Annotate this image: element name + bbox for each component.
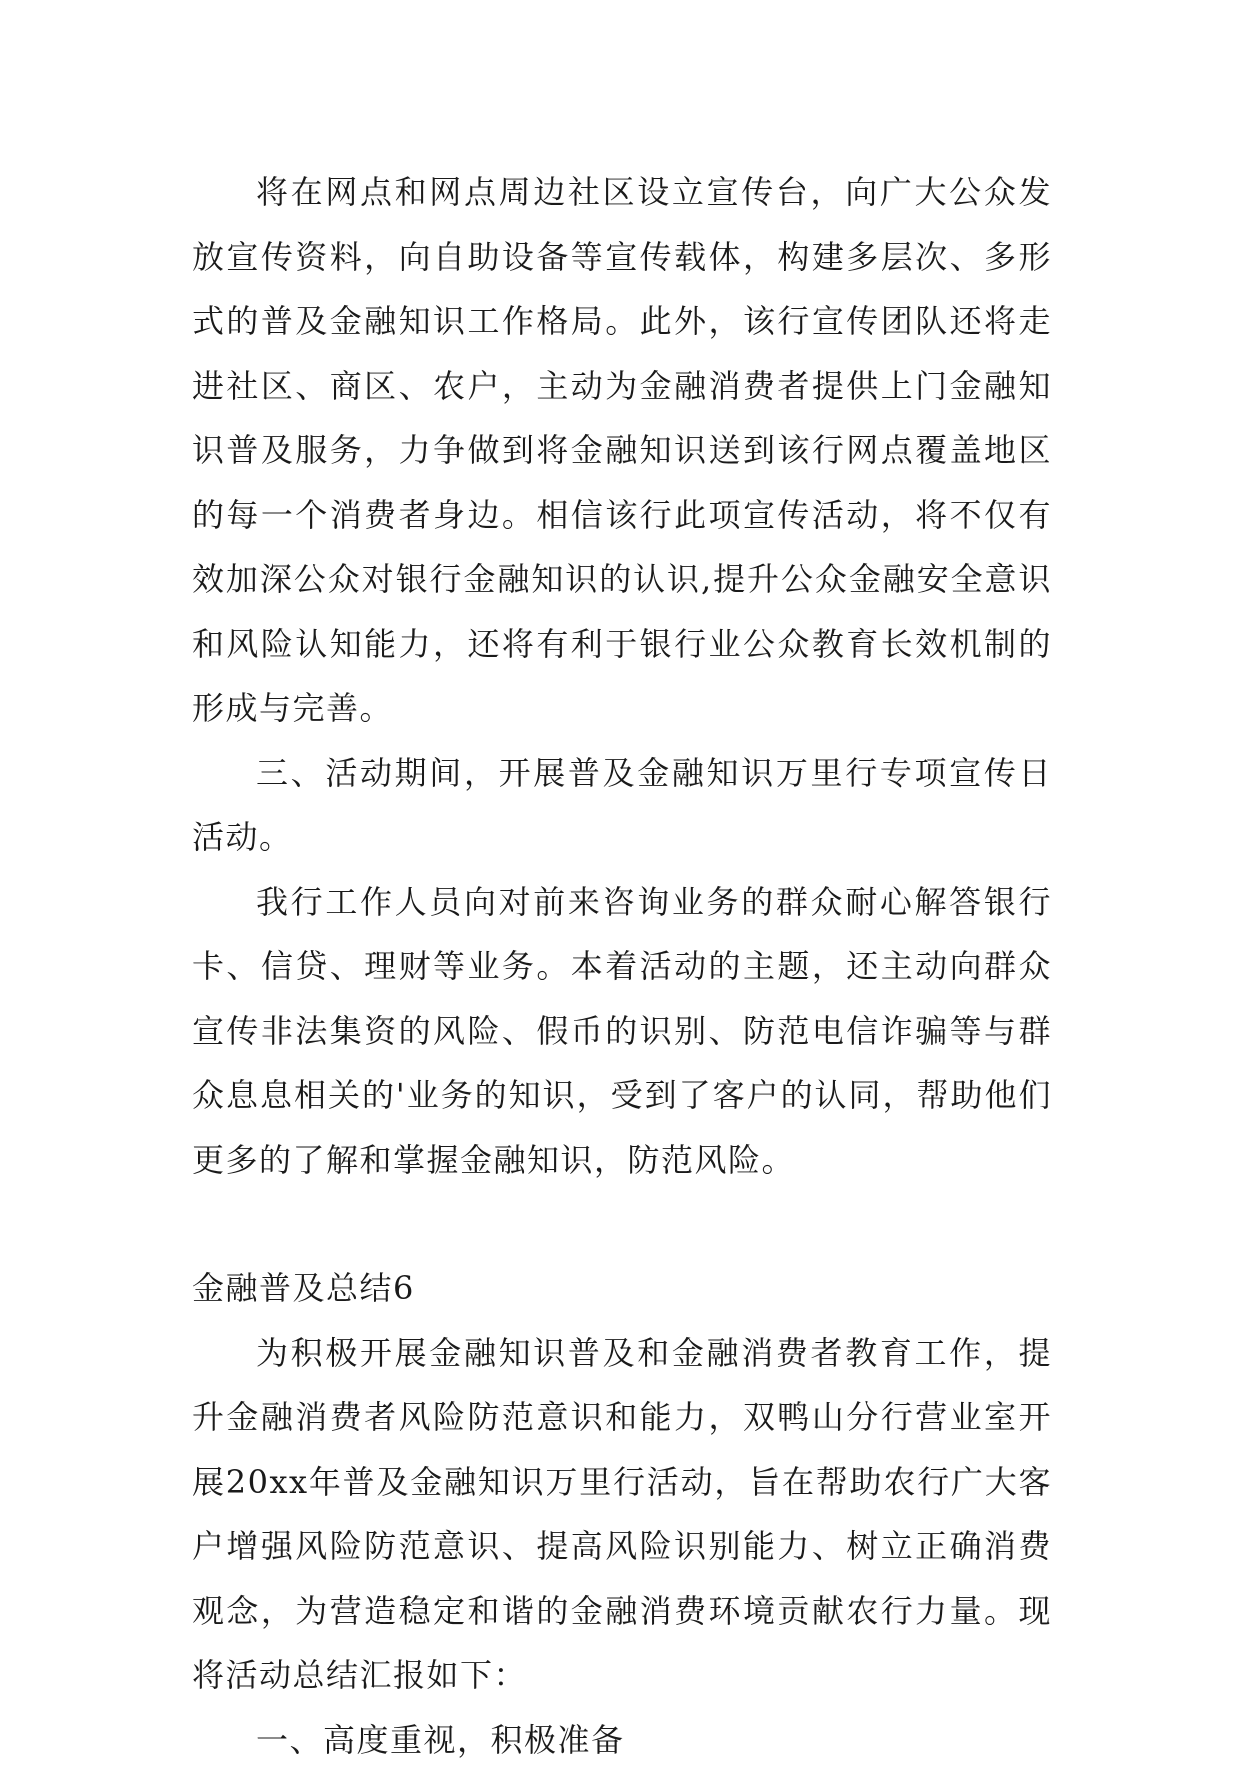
- section-title: 金融普及总结6: [192, 1256, 1052, 1321]
- paragraph-intro: 为积极开展金融知识普及和金融消费者教育工作，提升金融消费者风险防范意识和能力，双鸭山分行营业室开展20xx年普及金融知识万里行活动，旨在帮助农行广大客户增强风险防范意识、提高风险识别能力、树立正确消费观念，为营造稳定和谐的金融消费环境贡献农行力量。现将活动总结汇报如下：: [192, 1321, 1052, 1708]
- paragraph-activity-three: 三、活动期间，开展普及金融知识万里行专项宣传日活动。: [192, 741, 1052, 870]
- section-spacer: [192, 1192, 1052, 1256]
- paragraph-outreach: 将在网点和网点周边社区设立宣传台，向广大公众发放宣传资料，向自助设备等宣传载体，构建多层次、多形式的普及金融知识工作格局。此外，该行宣传团队还将走进社区、商区、农户，主动为金融消费者提供上门金融知识普及服务，力争做到将金融知识送到该行网点覆盖地区的每一个消费者身边。相信该行此项宣传活动，将不仅有效加深公众对银行金融知识的认识,提升公众金融安全意识和风险认知能力，还将有利于银行业公众教育长效机制的形成与完善。: [192, 160, 1052, 741]
- document-body: [192, 160, 1052, 1772]
- paragraph-item-one: 一、高度重视，积极准备: [192, 1708, 1052, 1772]
- paragraph-staff-service: 我行工作人员向对前来咨询业务的群众耐心解答银行卡、信贷、理财等业务。本着活动的主题，还主动向群众宣传非法集资的风险、假币的识别、防范电信诈骗等与群众息息相关的'业务的知识，受到了客户的认同，帮助他们更多的了解和掌握金融知识，防范风险。: [192, 870, 1052, 1193]
